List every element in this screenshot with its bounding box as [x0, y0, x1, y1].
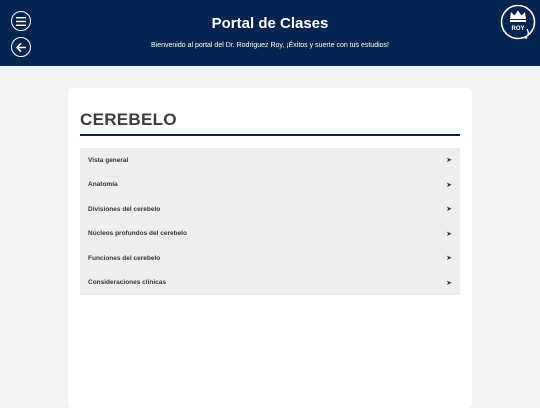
arrow-right-icon: ➤	[446, 255, 452, 263]
section-list	[80, 148, 460, 295]
page-title: Portal de Clases	[211, 15, 329, 32]
section-item-divisiones[interactable]	[80, 197, 460, 222]
section-label: Consideraciones clínicas	[88, 279, 167, 287]
arrow-right-icon: ➤	[446, 206, 452, 214]
section-label: Funciones del cerebelo	[88, 254, 161, 262]
arrow-right-icon: ➤	[446, 230, 452, 238]
course-title: CEREBELO	[80, 110, 177, 129]
section-label: Núcleos profundos del cerebelo	[88, 230, 187, 238]
section-label: Divisiones del cerebelo	[88, 205, 161, 213]
arrow-right-icon: ➤	[446, 157, 452, 165]
logo	[500, 4, 536, 40]
section-label: Vista general	[88, 156, 129, 164]
header-bar	[0, 0, 540, 66]
title-divider	[80, 134, 460, 136]
arrow-right-icon: ➤	[446, 279, 452, 287]
welcome-subtitle: Bienvenido al portal del Dr. Rodriguez Roy, ¡Éxitos y suerte con tus estudios!	[151, 42, 389, 49]
course-card	[68, 88, 472, 408]
section-item-consideraciones[interactable]	[80, 271, 460, 296]
section-item-nucleos[interactable]	[80, 222, 460, 247]
section-item-vista-general[interactable]	[80, 148, 460, 173]
section-label: Anatomía	[88, 181, 118, 189]
section-item-funciones[interactable]	[80, 246, 460, 271]
logo-text: ROY	[511, 26, 525, 32]
arrow-right-icon: ➤	[446, 181, 452, 189]
section-item-anatomia[interactable]	[80, 173, 460, 198]
